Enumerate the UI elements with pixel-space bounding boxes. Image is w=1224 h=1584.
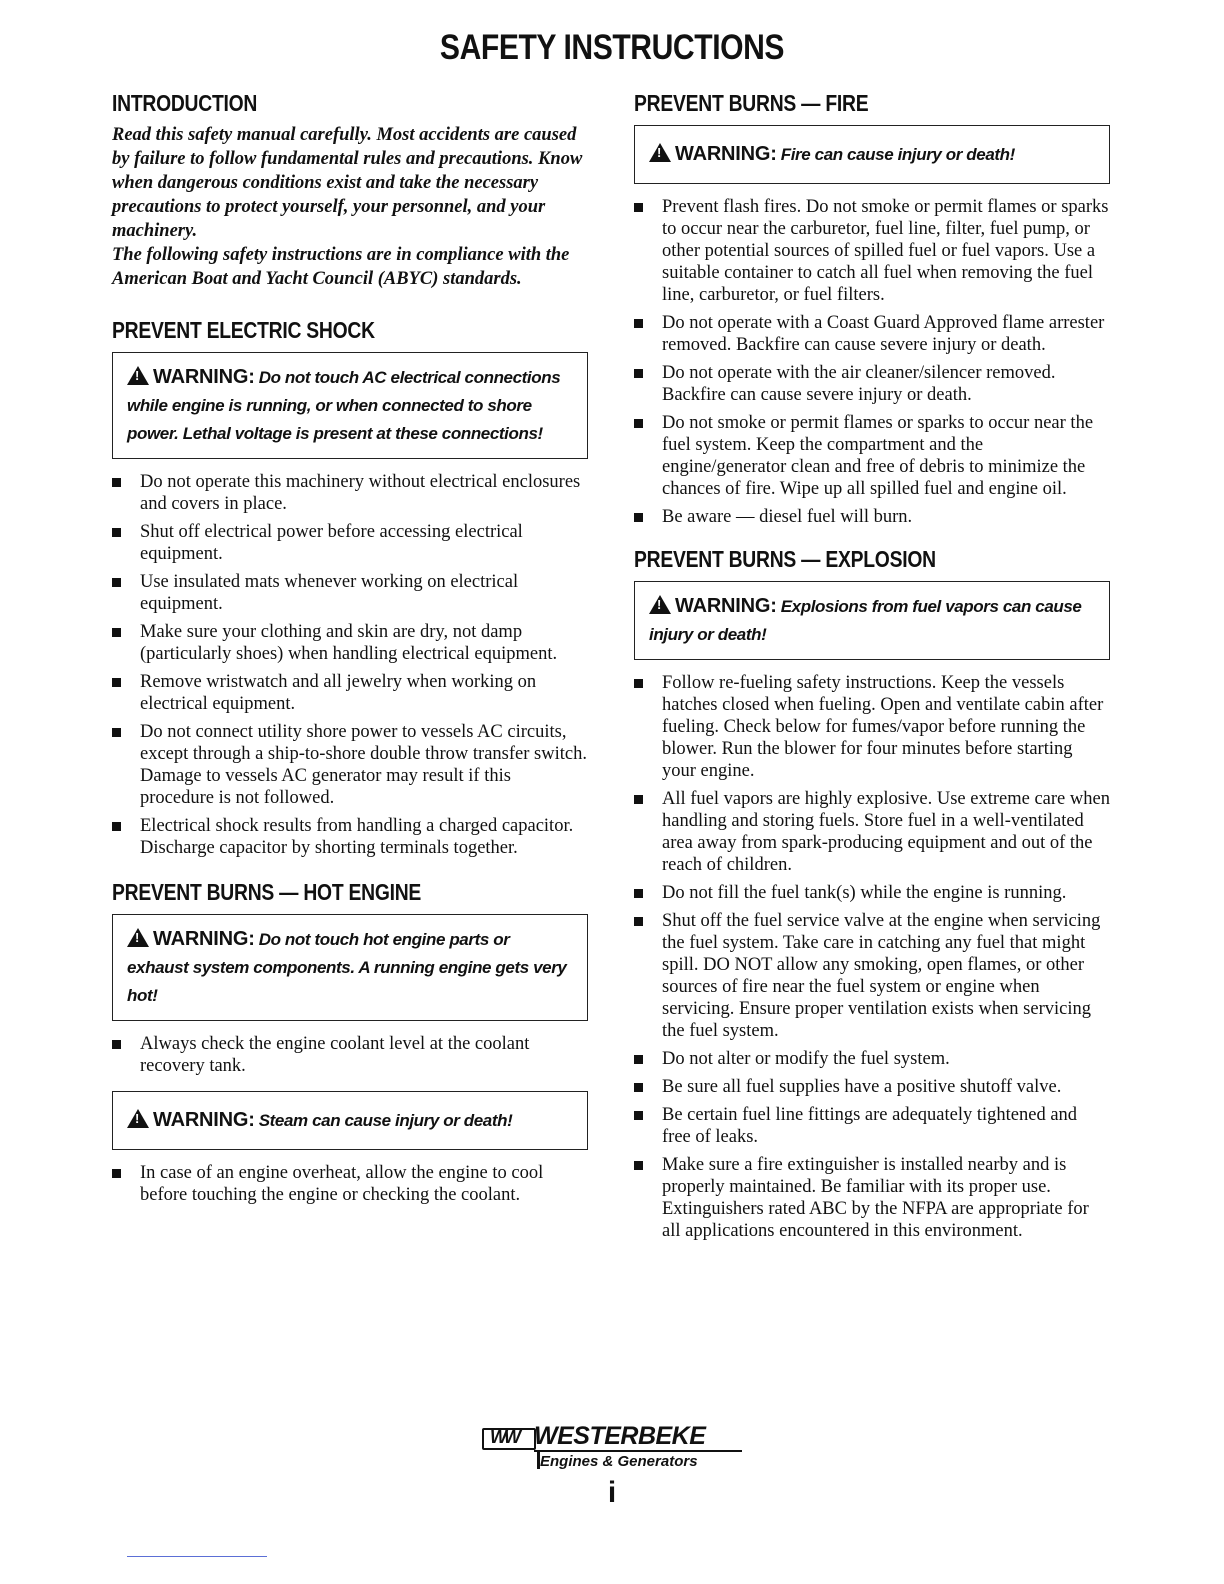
square-bullet-icon bbox=[634, 1111, 643, 1120]
list-item-text: Do not connect utility shore power to vessels AC circuits, except through a ship-to-shore double throw transfer switch. Damage to vessels AC generator may result if this procedure is not followed. bbox=[140, 722, 587, 808]
square-bullet-icon bbox=[634, 1161, 643, 1170]
list-item bbox=[634, 412, 1110, 500]
page-title: SAFETY INSTRUCTIONS bbox=[439, 28, 785, 67]
square-bullet-icon bbox=[634, 917, 643, 926]
warning-text: Do not touch AC electrical connections while engine is running, or when connected to shore power. Lethal voltage is present at these connections! bbox=[127, 368, 561, 443]
square-bullet-icon bbox=[634, 889, 643, 898]
list-item bbox=[112, 621, 588, 665]
fire-warning-box bbox=[634, 125, 1110, 184]
square-bullet-icon bbox=[634, 319, 643, 328]
list-item-text: Be sure all fuel supplies have a positive shutoff valve. bbox=[662, 1077, 1062, 1097]
list-item-text: Always check the engine coolant level at the coolant recovery tank. bbox=[140, 1034, 530, 1076]
list-item bbox=[634, 910, 1110, 1042]
warning-triangle-icon bbox=[127, 928, 149, 947]
explosion-list bbox=[634, 672, 1110, 1242]
warning-triangle-icon bbox=[649, 595, 671, 614]
square-bullet-icon bbox=[634, 513, 643, 522]
list-item bbox=[634, 196, 1110, 306]
right-column bbox=[634, 90, 1110, 1256]
square-bullet-icon bbox=[112, 678, 121, 687]
list-item-text: Use insulated mats whenever working on electrical equipment. bbox=[140, 572, 519, 614]
square-bullet-icon bbox=[634, 1083, 643, 1092]
list-item bbox=[112, 521, 588, 565]
list-item-text: In case of an engine overheat, allow the engine to cool before touching the engine or checking the coolant. bbox=[140, 1163, 544, 1205]
introduction-text bbox=[112, 123, 588, 291]
list-item-text: Do not operate with a Coast Guard Approved flame arrester removed. Backfire can cause severe injury or death. bbox=[662, 313, 1105, 355]
square-bullet-icon bbox=[112, 822, 121, 831]
list-item bbox=[112, 1162, 588, 1206]
warning-label: WARNING: bbox=[153, 1109, 255, 1131]
list-item bbox=[634, 672, 1110, 782]
list-item bbox=[634, 1076, 1110, 1098]
intro-paragraph: Read this safety manual carefully. Most accidents are caused by failure to follow fundamental rules and precautions. Know when dangerous conditions exist and take the necessary precautions to protect yourself, your personnel, and your machinery. bbox=[112, 125, 583, 241]
warning-label: WARNING: bbox=[675, 595, 777, 617]
logo-rule bbox=[534, 1450, 742, 1452]
square-bullet-icon bbox=[112, 1169, 121, 1178]
square-bullet-icon bbox=[634, 679, 643, 688]
square-bullet-icon bbox=[634, 419, 643, 428]
electric-shock-warning-box bbox=[112, 352, 588, 459]
warning-label: WARNING: bbox=[675, 143, 777, 165]
list-item bbox=[112, 571, 588, 615]
square-bullet-icon bbox=[112, 578, 121, 587]
warning-text: Explosions from fuel vapors can cause injury or death! bbox=[649, 597, 1082, 644]
square-bullet-icon bbox=[634, 1055, 643, 1064]
warning-triangle-icon bbox=[127, 366, 149, 385]
warning-text: Steam can cause injury or death! bbox=[258, 1111, 513, 1130]
list-item-text: Do not operate with the air cleaner/silencer removed. Backfire can cause severe injury or death. bbox=[662, 363, 1056, 405]
electric-shock-heading: PREVENT ELECTRIC SHOCK bbox=[112, 317, 375, 343]
square-bullet-icon bbox=[634, 795, 643, 804]
square-bullet-icon bbox=[112, 628, 121, 637]
list-item-text: Electrical shock results from handling a charged capacitor. Discharge capacitor by shorting terminals together. bbox=[140, 816, 574, 858]
list-item-text: Be certain fuel line fittings are adequately tightened and free of leaks. bbox=[662, 1105, 1078, 1147]
list-item-text: Do not smoke or permit flames or sparks to occur near the fuel system. Keep the compartment and the engine/generator clean and free of debris to minimize the chances of fire. Wipe up all spilled fuel and engine oil. bbox=[662, 413, 1094, 499]
list-item-text: Do not operate this machinery without electrical enclosures and covers in place. bbox=[140, 472, 581, 514]
list-item bbox=[634, 312, 1110, 356]
page-number: i bbox=[607, 1476, 617, 1509]
warning-triangle-icon bbox=[649, 143, 671, 162]
list-item bbox=[112, 721, 588, 809]
list-item bbox=[112, 671, 588, 715]
list-item-text: Do not alter or modify the fuel system. bbox=[662, 1049, 950, 1069]
square-bullet-icon bbox=[112, 1040, 121, 1049]
list-item-text: Remove wristwatch and all jewelry when working on electrical equipment. bbox=[140, 672, 537, 714]
list-item bbox=[634, 1104, 1110, 1148]
list-item-text: Shut off electrical power before accessing electrical equipment. bbox=[140, 522, 523, 564]
hot-engine-warning-box bbox=[112, 914, 588, 1021]
warning-text: Do not touch hot engine parts or exhaust system components. A running engine gets very hot! bbox=[127, 930, 567, 1005]
steam-warning-box bbox=[112, 1091, 588, 1150]
left-column bbox=[112, 90, 588, 1220]
list-item bbox=[112, 1033, 588, 1077]
logo-mark-icon: WW bbox=[482, 1428, 536, 1450]
electric-shock-list bbox=[112, 471, 588, 859]
steam-list bbox=[112, 1162, 588, 1206]
list-item bbox=[634, 506, 1110, 528]
fire-heading: PREVENT BURNS — FIRE bbox=[634, 90, 869, 116]
list-item-text: Make sure a fire extinguisher is installed nearby and is properly maintained. Be familiar with its proper use. Extinguishers rated ABC by the NFPA are appropriate for all applications encountered in this environment. bbox=[662, 1155, 1089, 1241]
logo-brand: WESTERBEKE bbox=[534, 1422, 706, 1450]
list-item bbox=[112, 815, 588, 859]
square-bullet-icon bbox=[112, 528, 121, 537]
hot-engine-heading: PREVENT BURNS — HOT ENGINE bbox=[112, 879, 422, 905]
list-item bbox=[112, 471, 588, 515]
square-bullet-icon bbox=[112, 478, 121, 487]
intro-paragraph: The following safety instructions are in compliance with the American Boat and Yacht Council (ABYC) standards. bbox=[112, 245, 570, 289]
list-item bbox=[634, 882, 1110, 904]
westerbeke-logo bbox=[482, 1422, 744, 1476]
list-item-text: Follow re-fueling safety instructions. Keep the vessels hatches closed when fueling. Open and ventilate cabin after fueling. Check below for fumes/vapor before running the blower. Run the blower for four minutes before starting your engine. bbox=[662, 673, 1104, 781]
explosion-warning-box bbox=[634, 581, 1110, 660]
list-item bbox=[634, 788, 1110, 876]
square-bullet-icon bbox=[634, 369, 643, 378]
logo-tagline: Engines & Generators bbox=[540, 1453, 698, 1470]
explosion-heading: PREVENT BURNS — EXPLOSION bbox=[634, 546, 936, 572]
warning-label: WARNING: bbox=[153, 366, 255, 388]
list-item-text: Make sure your clothing and skin are dry, not damp (particularly shoes) when handling electrical equipment. bbox=[140, 622, 558, 664]
list-item-text: Shut off the fuel service valve at the engine when servicing the fuel system. Take care in catching any fuel that might spill. DO NOT allow any smoking, open flames, or other sources of fire near the fuel system or engine when servicing. Ensure proper ventilation exists when servicing the fuel system. bbox=[662, 911, 1101, 1041]
list-item bbox=[634, 362, 1110, 406]
square-bullet-icon bbox=[634, 203, 643, 212]
list-item-text: All fuel vapors are highly explosive. Use extreme care when handling and storing fuels. Store fuel in a well-ventilated area away from spark-producing equipment and out of the reach of children. bbox=[662, 789, 1110, 875]
list-item-text: Prevent flash fires. Do not smoke or permit flames or sparks to occur near the carburetor, fuel line, filter, fuel pump, or other potential sources of spilled fuel or fuel vapors. Use a suitable container to catch all fuel when removing the fuel line, carburetor, or fuel filters. bbox=[662, 197, 1109, 305]
scan-artifact-line bbox=[127, 1556, 267, 1557]
warning-label: WARNING: bbox=[153, 928, 255, 950]
warning-triangle-icon bbox=[127, 1109, 149, 1128]
list-item-text: Do not fill the fuel tank(s) while the engine is running. bbox=[662, 883, 1067, 903]
introduction-heading: INTRODUCTION bbox=[112, 90, 258, 116]
list-item bbox=[634, 1048, 1110, 1070]
list-item bbox=[634, 1154, 1110, 1242]
square-bullet-icon bbox=[112, 728, 121, 737]
warning-text: Fire can cause injury or death! bbox=[780, 145, 1015, 164]
hot-engine-list bbox=[112, 1033, 588, 1077]
list-item-text: Be aware — diesel fuel will burn. bbox=[662, 507, 913, 527]
fire-list bbox=[634, 196, 1110, 528]
